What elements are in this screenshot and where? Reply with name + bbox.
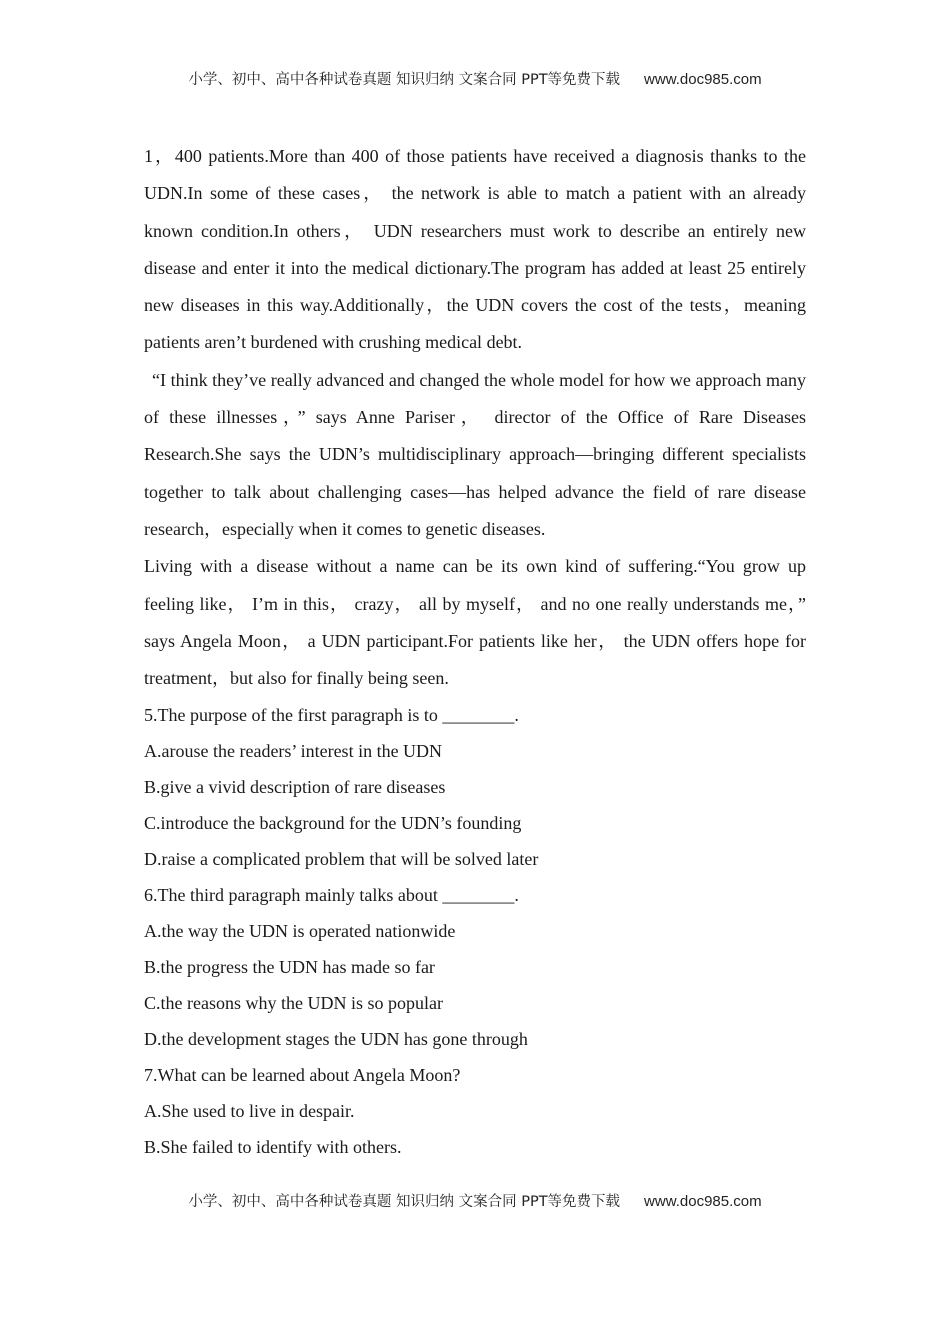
option-c: C.the reasons why the UDN is so popular bbox=[144, 993, 443, 1014]
option-c: C.introduce the background for the UDN’s founding bbox=[144, 813, 522, 834]
footer-text: 小学、初中、高中各种试卷真题 知识归纳 文案合同 PPT等免费下载 bbox=[188, 1194, 621, 1210]
option-a: A.the way the UDN is operated nationwide bbox=[144, 921, 456, 942]
option-d: D.the development stages the UDN has gone through bbox=[144, 1029, 528, 1050]
page-footer bbox=[0, 1190, 950, 1211]
footer-url: www.doc985.com bbox=[644, 1193, 762, 1210]
option-a: A.arouse the readers’ interest in the UDN bbox=[144, 741, 443, 762]
option-b: B.She failed to identify with others. bbox=[144, 1137, 402, 1158]
paragraph-3: Living with a disease without a name can be its own kind of suffering.“You grow up feeling like， I’m in this， crazy， all by myself， and no one really understands me，” says Angela Moon， a UDN participant.For patients like her， the UDN offers hope for treatment，but also for finally being seen. bbox=[144, 556, 806, 689]
document-body bbox=[144, 138, 806, 1165]
question-list bbox=[144, 697, 806, 1165]
question-5 bbox=[144, 697, 806, 877]
question-stem: 7.What can be learned about Angela Moon? bbox=[144, 1065, 461, 1086]
header-url: www.doc985.com bbox=[644, 71, 762, 88]
question-6 bbox=[144, 877, 806, 1057]
paragraph-2: “I think they’ve really advanced and changed the whole model for how we approach many of these illnesses，” says Anne Pariser， director of the Office of Rare Diseases Research.She says the UDN’s multidisciplinary approach—bringing different specialists together to talk about challenging cases—has helped advance the field of rare disease research，especially when it comes to genetic diseases. bbox=[144, 369, 806, 539]
question-7 bbox=[144, 1057, 806, 1165]
option-b: B.the progress the UDN has made so far bbox=[144, 957, 435, 978]
header-text: 小学、初中、高中各种试卷真题 知识归纳 文案合同 PPT等免费下载 bbox=[188, 72, 621, 88]
paragraph-1: 1，400 patients.More than 400 of those patients have received a diagnosis thanks to the UDN.In some of these cases， the network is able to match a patient with an already known condition.In others， UDN researchers must work to describe an entirely new disease and enter it into the medical dictionary.The program has added at least 25 entirely new diseases in this way.Additionally，the UDN covers the cost of the tests，meaning patients aren’t burdened with crushing medical debt. bbox=[144, 146, 806, 353]
option-d: D.raise a complicated problem that will be solved later bbox=[144, 849, 539, 870]
question-stem: 5.The purpose of the first paragraph is to ________. bbox=[144, 705, 519, 726]
option-a: A.She used to live in despair. bbox=[144, 1101, 355, 1122]
page-header bbox=[0, 68, 950, 89]
option-b: B.give a vivid description of rare diseases bbox=[144, 777, 446, 798]
question-stem: 6.The third paragraph mainly talks about ________. bbox=[144, 885, 519, 906]
